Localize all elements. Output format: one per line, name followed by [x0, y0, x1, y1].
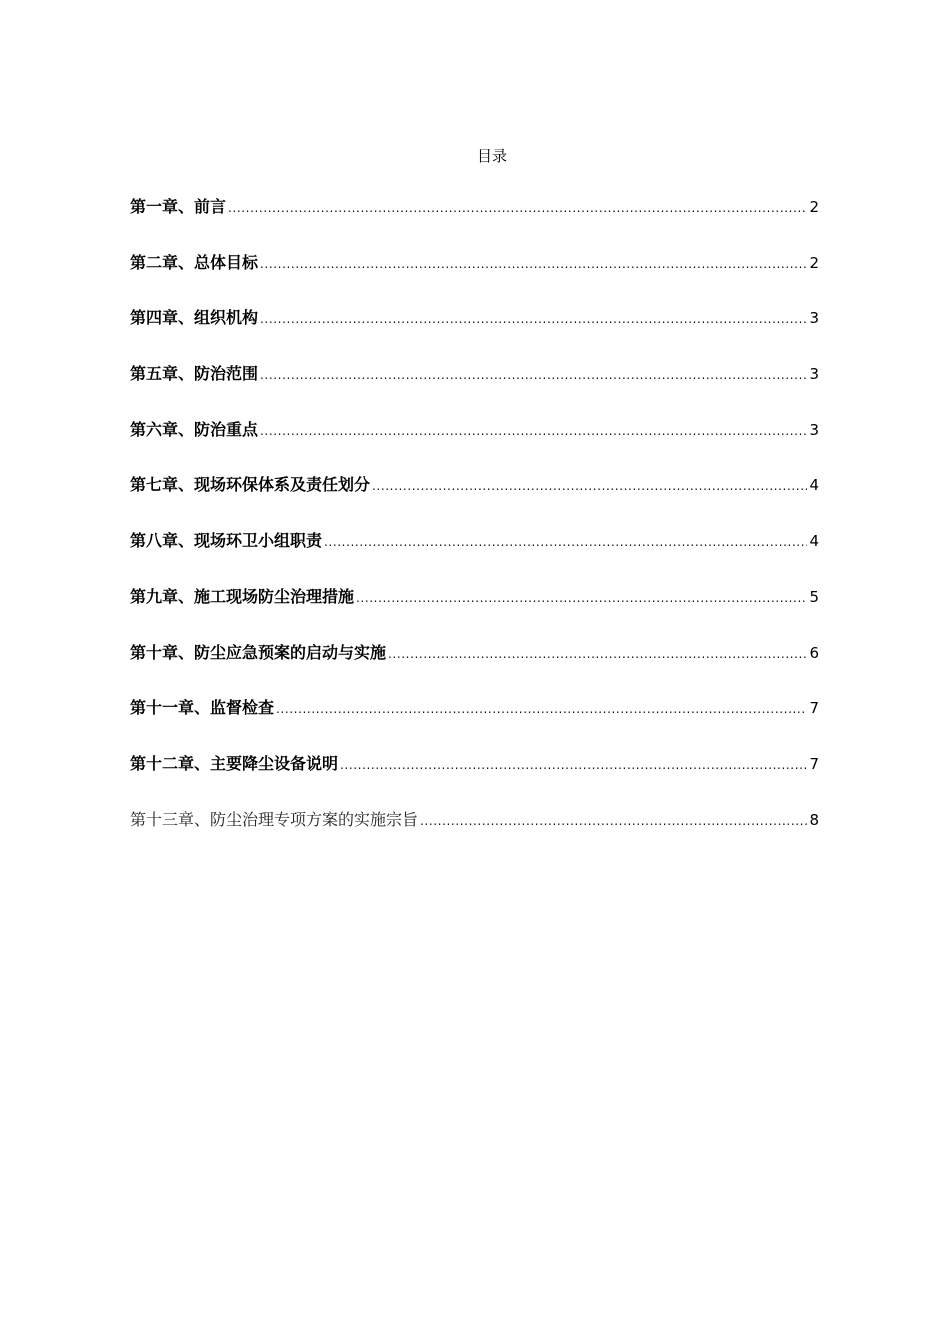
toc-dot-leader [372, 473, 807, 499]
toc-entry[interactable] [130, 751, 819, 807]
toc-page-number: 4 [809, 476, 819, 495]
toc-dot-leader [228, 195, 807, 221]
toc-entry-label: 第十一章、监督检查 [130, 698, 275, 718]
toc-list [130, 194, 819, 862]
toc-entry[interactable] [130, 528, 819, 584]
toc-entry-label: 第九章、施工现场防尘治理措施 [130, 586, 355, 606]
toc-entry[interactable] [130, 807, 819, 863]
toc-dot-leader [388, 641, 807, 667]
toc-entry[interactable] [130, 305, 819, 361]
toc-page-number: 3 [809, 365, 819, 384]
toc-page-number: 5 [809, 587, 819, 606]
toc-entry[interactable] [130, 472, 819, 528]
toc-page-number: 3 [809, 420, 819, 439]
toc-page-number: 3 [809, 309, 819, 328]
toc-entry-label: 第十章、防尘应急预案的启动与实施 [130, 642, 387, 662]
toc-entry[interactable] [130, 640, 819, 696]
toc-page-number: 4 [809, 532, 819, 551]
toc-entry[interactable] [130, 584, 819, 640]
toc-entry[interactable] [130, 194, 819, 250]
toc-dot-leader [260, 306, 807, 332]
toc-entry[interactable] [130, 361, 819, 417]
toc-entry-label: 第四章、组织机构 [130, 308, 259, 328]
toc-entry-label: 第十二章、主要降尘设备说明 [130, 753, 339, 773]
toc-entry-label: 第一章、前言 [130, 197, 227, 216]
toc-page-number: 7 [809, 699, 819, 718]
toc-entry[interactable] [130, 250, 819, 306]
toc-entry[interactable] [130, 417, 819, 473]
toc-entry[interactable] [130, 695, 819, 751]
toc-dot-leader [356, 585, 807, 611]
toc-page-number: 2 [809, 198, 819, 216]
toc-page-number: 7 [809, 754, 819, 773]
toc-dot-leader [324, 529, 807, 555]
toc-dot-leader [260, 362, 807, 388]
toc-entry-label: 第六章、防治重点 [130, 419, 259, 439]
toc-dot-leader [340, 752, 807, 778]
toc-entry-label: 第二章、总体目标 [130, 252, 259, 272]
toc-entry-label: 第五章、防治范围 [130, 364, 259, 384]
toc-entry-label: 第八章、现场环卫小组职责 [130, 531, 323, 551]
toc-dot-leader [260, 418, 807, 444]
toc-dot-leader [276, 696, 807, 722]
toc-page-number: 2 [809, 253, 819, 272]
toc-dot-leader [260, 251, 807, 277]
toc-page-number: 6 [809, 643, 819, 662]
toc-title: 目录 [476, 147, 507, 165]
toc-entry-label: 第十三章、防尘治理专项方案的实施宗旨 [130, 809, 419, 829]
toc-page-number: 8 [809, 810, 819, 829]
toc-entry-label: 第七章、现场环保体系及责任划分 [130, 475, 371, 495]
toc-dot-leader [420, 808, 807, 834]
